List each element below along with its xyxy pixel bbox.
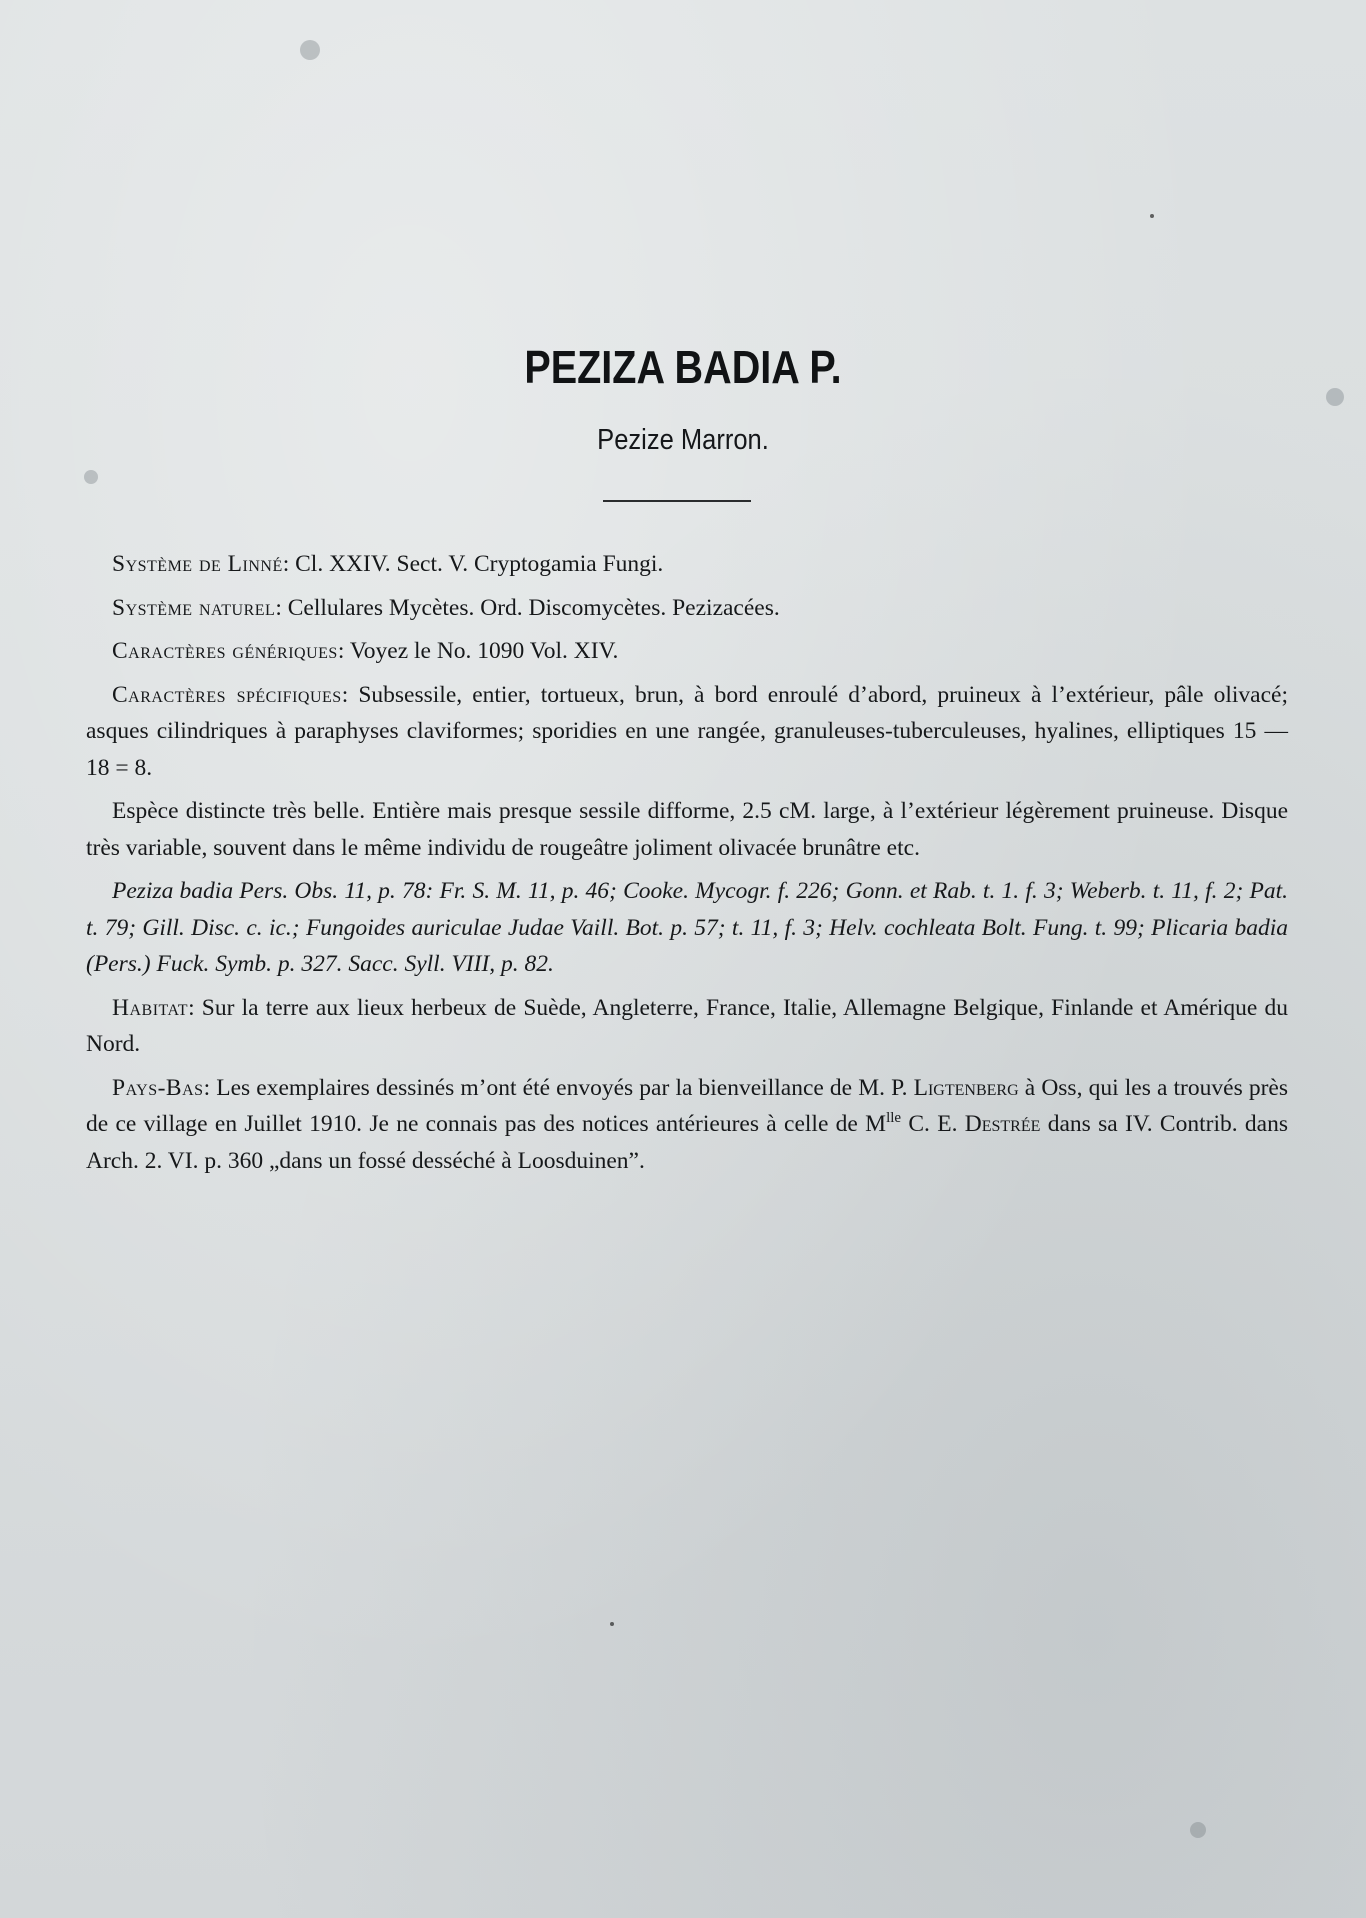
label-caracteres-specifiques: Caractères spécifiques — [112, 681, 342, 708]
text-systeme-linne: : Cl. XXIV. Sect. V. Cryptogamia Fungi. — [282, 551, 664, 577]
paragraph-references: Peziza badia Pers. Obs. 11, p. 78: Fr. S. M. 11, p. 46; Cooke. Mycogr. f. 226; Gonn. et Rab. t. 1. f. 3; Weberb. t. 11, f. 2; Pat. t. 79; Gill. Disc. c. ic.; Fungoides auriculae Judae Vaill. Bot. p. 57; t. 11, f. 3; Helv. cochleata Bolt. Fung. t. 99; Plicaria badia (Pers.) Fuck. Symb. p. 327. Sacc. Syll. VIII, p. 82. — [86, 878, 1288, 977]
text-pays-bas-3: C. E. — [901, 1111, 965, 1137]
paper-blemish — [300, 40, 320, 60]
text-caracteres-generiques: : Voyez le No. 1090 Vol. XIV. — [337, 638, 619, 664]
paragraph-caracteres-generiques — [86, 633, 1288, 670]
label-habitat: Habitat — [112, 994, 189, 1021]
paragraph-systeme-naturel — [86, 590, 1288, 627]
paper-blemish — [1190, 1822, 1206, 1838]
paper-blemish — [1326, 388, 1344, 406]
paper-blemish — [84, 470, 98, 484]
page-subtitle: Pezize Marron. — [597, 424, 769, 456]
name-destree: Destrée — [964, 1111, 1041, 1137]
paragraph-caracteres-specifiques — [86, 677, 1288, 787]
label-systeme-linne: Système de Linné — [112, 551, 283, 577]
body-text — [86, 546, 1288, 1186]
paragraph-systeme-linne — [86, 546, 1288, 583]
paragraph-description: Espèce distincte très belle. Entière mais presque sessile difforme, 2.5 cM. large, à l’extérieur légèrement pruineuse. Disque très variable, souvent dans le même individu de rougeâtre joliment olivacée brunâtre etc. — [86, 798, 1288, 861]
text-habitat: : Sur la terre aux lieux herbeux de Suède, Angleterre, France, Italie, Allemagne Belgique, Finlande et Amérique du Nord. — [86, 994, 1288, 1057]
label-caracteres-generiques: Caractères génériques — [112, 638, 338, 664]
paragraph-pays-bas — [86, 1070, 1288, 1180]
page-title: PEZIZA BADIA P. — [524, 341, 842, 393]
text-pays-bas-4: dans sa IV. Contrib. dans Arch. 2. VI. p. 360 „dans un fossé desséché à Loosduinen”. — [86, 1111, 1288, 1174]
paragraph-habitat — [86, 990, 1288, 1063]
label-pays-bas: Pays-Bas — [112, 1074, 204, 1101]
paper-blemish — [1150, 214, 1154, 218]
title-divider — [603, 500, 751, 502]
text-pays-bas-1: : Les exemplaires dessinés m’ont été envoyés par la bienveillance de M. P. — [203, 1074, 914, 1101]
superscript-lle: lle — [886, 1110, 902, 1127]
text-systeme-naturel: : Cellulares Mycètes. Ord. Discomycètes. Pezizacées. — [275, 594, 780, 621]
paper-blemish — [610, 1622, 614, 1626]
label-systeme-naturel: Système naturel — [112, 594, 276, 621]
name-ligtenberg: Ligtenberg — [913, 1074, 1019, 1101]
text-caracteres-specifiques: : Subsessile, entier, tortueux, brun, à bord enroulé d’abord, pruineux à l’extérieur, pâle olivacé; asques cilindriques à paraphyses claviformes; sporidies en une rangée, granuleuses-tuberculeuses, hyalines, elliptiques 15 — 18 = 8. — [86, 681, 1288, 781]
text-pays-bas-2: à Oss, qui les a trouvés près de ce village en Juillet 1910. Je ne connais pas des notices antérieures à celle de M — [86, 1074, 1288, 1137]
